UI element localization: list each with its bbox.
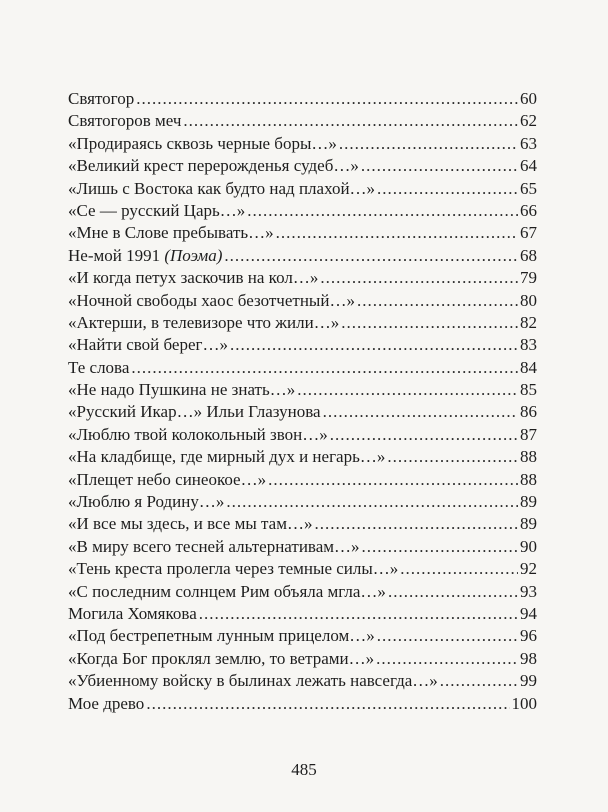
toc-entry-page: 84 (520, 357, 537, 377)
toc-entry (68, 88, 537, 110)
dot-leader (136, 88, 518, 110)
toc-entry-title: «На кладбище, где мирный дух и негарь…» (68, 447, 386, 467)
toc-entry-title: Мое древо (68, 693, 145, 713)
dot-leader (224, 245, 518, 267)
toc-entry (68, 334, 537, 356)
toc-entry (68, 648, 537, 670)
toc-entry (68, 178, 537, 200)
dot-leader (247, 200, 518, 222)
toc-entry-title: «С последним солнцем Рим объяла мгла…» (68, 581, 386, 601)
toc-entry (68, 110, 537, 132)
toc-entry (68, 446, 537, 468)
toc-entry-title: «Когда Бог проклял землю, то ветрами…» (68, 648, 375, 668)
dot-leader (226, 491, 518, 513)
toc-entry-page: 92 (520, 559, 537, 579)
toc-entry-page: 62 (520, 111, 537, 131)
toc-entry-page: 63 (520, 133, 537, 153)
toc-entry (68, 312, 537, 334)
dot-leader (320, 267, 518, 289)
dot-leader (268, 469, 518, 491)
toc-entry-page: 83 (520, 335, 537, 355)
toc-entry (68, 603, 537, 625)
toc-entry-page: 89 (520, 514, 537, 534)
toc-entry-subtitle: (Поэма) (164, 245, 223, 265)
page-number: 485 (291, 760, 317, 779)
dot-leader (146, 693, 509, 715)
toc-entry (68, 536, 537, 558)
toc-entry (68, 267, 537, 289)
dot-leader (376, 648, 518, 670)
toc-entry (68, 424, 537, 446)
dot-leader (440, 670, 518, 692)
toc-entry-title-text: Не-мой 1991 (68, 245, 161, 265)
toc-entry-page: 88 (520, 447, 537, 467)
toc-entry-title: «В миру всего тесней альтернативам…» (68, 536, 360, 556)
toc-entry-page: 98 (520, 648, 537, 668)
toc-entry (68, 581, 537, 603)
toc-entry-page: 67 (520, 223, 537, 243)
toc-entry-title: «Лишь с Востока как будто над плахой…» (68, 178, 376, 198)
toc-entry (68, 290, 537, 312)
toc-entry-page: 64 (520, 156, 537, 176)
toc-entry-page: 80 (520, 290, 537, 310)
toc-entry-title: «Великий крест перерожденья судеб…» (68, 156, 359, 176)
toc-entry-page: 87 (520, 424, 537, 444)
dot-leader (341, 312, 518, 334)
toc-entry (68, 222, 537, 244)
toc-entry-page: 60 (520, 89, 537, 108)
dot-leader (388, 581, 518, 603)
dot-leader (377, 178, 518, 200)
toc-entry (68, 379, 537, 401)
toc-entry-page: 89 (520, 492, 537, 512)
toc-entry-page: 68 (520, 245, 537, 265)
toc-entry-title: «Не надо Пушкина не знать…» (68, 380, 296, 400)
toc-entry-page: 96 (520, 626, 537, 646)
dot-leader (297, 379, 518, 401)
toc-entry (68, 357, 537, 379)
toc-entry (68, 670, 537, 692)
toc-entry-title: «Под бестрепетным лунным прицелом…» (68, 626, 375, 646)
dot-leader (357, 290, 518, 312)
toc-entry (68, 133, 537, 155)
toc-entry-page: 94 (520, 603, 537, 623)
dot-leader (361, 155, 518, 177)
dot-leader (131, 357, 518, 379)
dot-leader (199, 603, 518, 625)
toc-entry (68, 558, 537, 580)
toc-entry-page: 100 (511, 693, 537, 713)
toc-entry-title: Могила Хомякова (68, 603, 197, 623)
toc-entry-title: «Люблю я Родину…» (68, 492, 225, 512)
toc-entry-title: «И когда петух заскочив на кол…» (68, 268, 319, 288)
toc-entry-title: «Люблю твой колокольный звон…» (68, 424, 328, 444)
toc-entry-title: Святогоров меч (68, 111, 182, 131)
toc-entry-title: «Русский Икар…» Ильи Глазунова (68, 402, 321, 422)
toc-entry-page: 66 (520, 200, 537, 220)
toc-entry-title: «Тень креста пролегла через темные силы…» (68, 559, 399, 579)
toc-entry (68, 245, 537, 267)
toc-entry-title: Святогор (68, 89, 135, 108)
toc-entry (68, 401, 537, 423)
dot-leader (339, 133, 518, 155)
toc-entry-page: 65 (520, 178, 537, 198)
toc-entry-page: 99 (520, 671, 537, 691)
toc-entry-title: «Убиенному войску в былинах лежать навсегда…» (68, 671, 438, 691)
dot-leader (330, 424, 518, 446)
toc-entry-page: 90 (520, 536, 537, 556)
dot-leader (377, 625, 518, 647)
dot-leader (314, 513, 518, 535)
toc-entry-page: 82 (520, 312, 537, 332)
toc-entry-title: «Се — русский Царь…» (68, 200, 246, 220)
toc-entry-page: 93 (520, 581, 537, 601)
dot-leader (183, 110, 518, 132)
toc-entry-page: 86 (520, 402, 537, 422)
toc-entry-title: «Найти свой берег…» (68, 335, 228, 355)
table-of-contents (68, 88, 537, 715)
toc-entry (68, 155, 537, 177)
toc-entry (68, 693, 537, 715)
toc-entry-title: Те слова (68, 357, 130, 377)
toc-entry-title: «Плещет небо синеокое…» (68, 469, 267, 489)
dot-leader (230, 334, 518, 356)
dot-leader (323, 401, 518, 423)
toc-entry-title (68, 245, 222, 267)
toc-entry-title: «Мне в Слове пребывать…» (68, 223, 274, 243)
toc-entry-title: «Ночной свободы хаос безотчетный…» (68, 290, 355, 310)
toc-entry (68, 513, 537, 535)
toc-entry-page: 79 (520, 268, 537, 288)
toc-entry-page: 85 (520, 380, 537, 400)
toc-entry (68, 469, 537, 491)
toc-entry-title: «Актерши, в телевизоре что жили…» (68, 312, 340, 332)
toc-entry-title: «Продираясь сквозь черные боры…» (68, 133, 337, 153)
dot-leader (387, 446, 518, 468)
toc-entry-title: «И все мы здесь, и все мы там…» (68, 514, 313, 534)
toc-entry-page: 88 (520, 469, 537, 489)
toc-entry (68, 200, 537, 222)
dot-leader (362, 536, 518, 558)
toc-entry (68, 625, 537, 647)
dot-leader (400, 558, 518, 580)
dot-leader (276, 222, 518, 244)
toc-entry (68, 491, 537, 513)
